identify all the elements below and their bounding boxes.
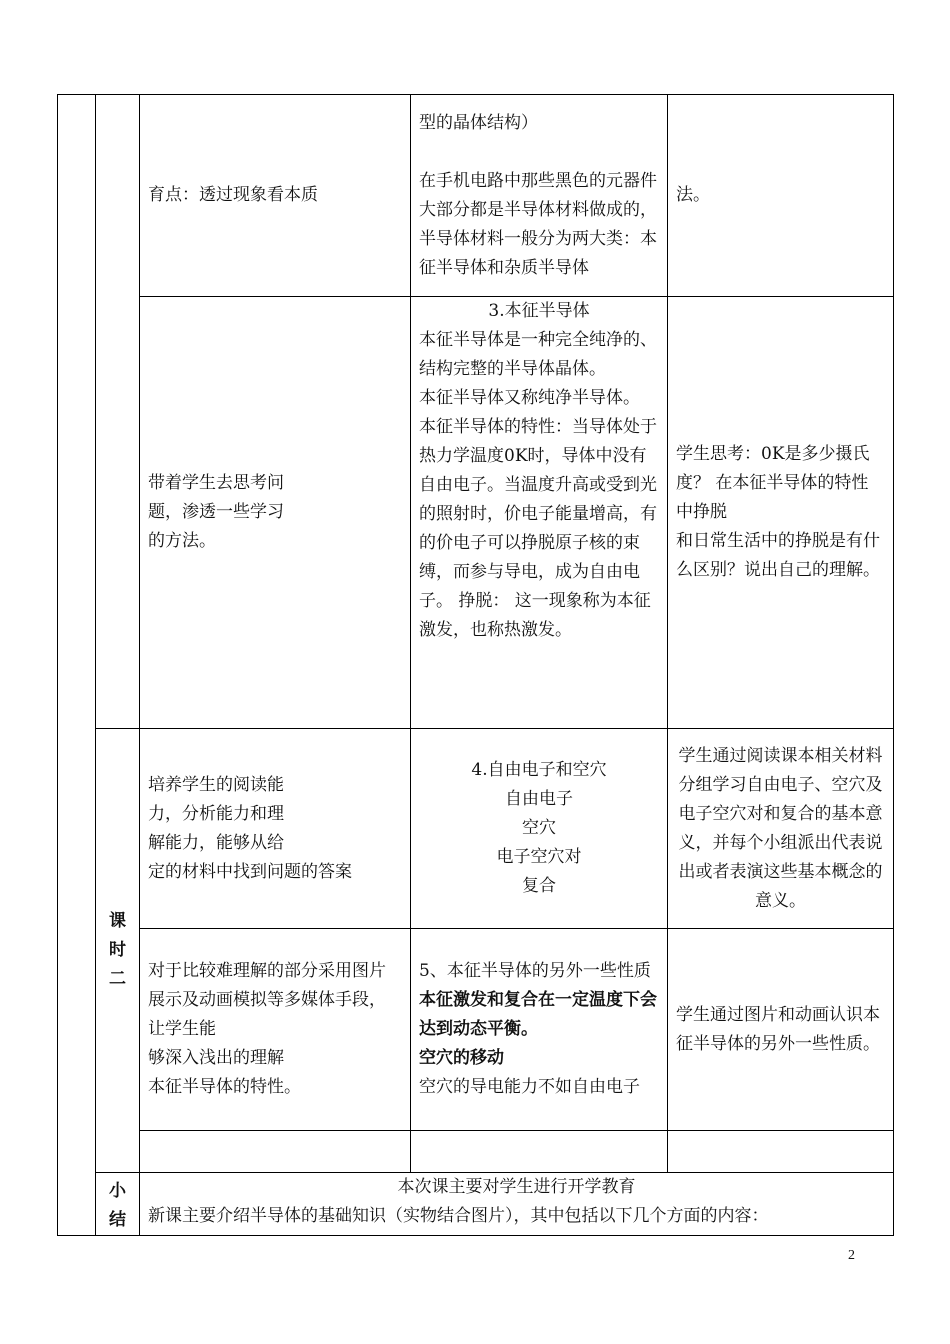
session-cell-empty: [96, 95, 140, 729]
lesson-plan-table: [57, 94, 894, 1236]
content-bold-1: 本征激发和复合在一定温度下会达到动态平衡。: [419, 990, 657, 1039]
table-row: [58, 729, 894, 929]
table-row: [58, 1131, 894, 1173]
student-cell: 学生思考：0K是多少摄氏度？ 在本征半导体的特性中挣脱 和日常生活中的挣脱是有什么区别？说出自己的理解。: [668, 297, 894, 729]
goal-cell: 育点：透过现象看本质: [140, 95, 411, 297]
student-cell: 法。: [668, 95, 894, 297]
empty-cell: [668, 1131, 894, 1173]
table-row: [58, 95, 894, 297]
student-cell: 学生通过阅读课本相关材料分组学习自由电子、空穴及电子空穴对和复合的基本意义，并每个小组派出代表说出或者表演这些基本概念的意义。: [668, 729, 894, 929]
goal-cell: 培养学生的阅读能 力，分析能力和理 解能力，能够从给 定的材料中找到问题的答案: [140, 729, 411, 929]
content-tail: 空穴的导电能力不如自由电子: [419, 1077, 640, 1097]
outer-left-cell: [58, 95, 96, 1236]
content-cell: 型的晶体结构） 在手机电路中那些黑色的元器件大部分都是半导体材料做成的，半导体材料一般分为两大类：本征半导体和杂质半导体: [411, 95, 668, 297]
table-row: [58, 929, 894, 1131]
content-body: 本征半导体是一种完全纯净的、结构完整的半导体晶体。 本征半导体又称纯净半导体。 本征半导体的特性：当导体处于热力学温度0K时，导体中没有自由电子。当温度升高或受到光的照射时，价电子能量增高，有的价电子可以挣脱原子核的束缚，而参与导电，成为自由电子。 挣脱： 这一现象称为本征激发，也称热激发。: [419, 330, 657, 640]
table-row: [58, 297, 894, 729]
summary-label: 小结: [96, 1173, 140, 1236]
summary-row: [58, 1173, 894, 1236]
summary-line-1: 本次课主要对学生进行开学教育: [397, 1177, 636, 1197]
content-intro: 5、本征半导体的另外一些性质: [419, 961, 651, 981]
goal-cell: 对于比较难理解的部分采用图片展示及动画模拟等多媒体手段，让学生能 够深入浅出的理解 本征半导体的特性。: [140, 929, 411, 1131]
student-cell: 学生通过图片和动画认识本征半导体的另外一些性质。: [668, 929, 894, 1131]
content-title: 3.本征半导体: [488, 301, 590, 321]
empty-cell: [411, 1131, 668, 1173]
goal-cell: 带着学生去思考问 题，渗透一些学习 的方法。: [140, 297, 411, 729]
summary-line-2: 新课主要介绍半导体的基础知识（实物结合图片），其中包括以下几个方面的内容：: [148, 1206, 769, 1226]
empty-cell: [140, 1131, 411, 1173]
content-cell: 4.自由电子和空穴 自由电子 空穴 电子空穴对 复合: [411, 729, 668, 929]
page-number: 2: [848, 1248, 855, 1263]
content-bold-2: 空穴的移动: [419, 1048, 504, 1068]
summary-content: [140, 1173, 894, 1236]
session-label: 课 时 二: [96, 729, 140, 1173]
content-cell: [411, 297, 668, 729]
content-cell: [411, 929, 668, 1131]
